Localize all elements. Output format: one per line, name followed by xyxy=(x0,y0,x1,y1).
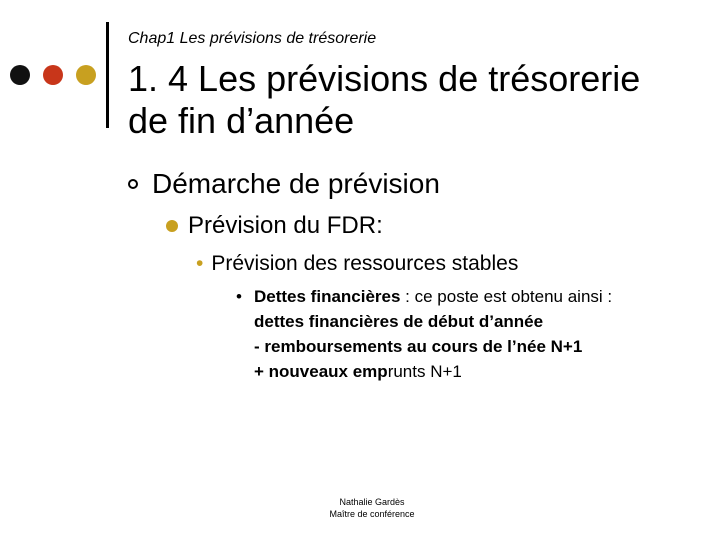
footer-role: Maître de conférence xyxy=(329,509,415,519)
level-1-text: Démarche de prévision xyxy=(152,168,440,199)
formula-line-3-rest: runts N+1 xyxy=(387,362,462,381)
level-4-text xyxy=(236,284,656,384)
level-3-text: Prévision des ressources stables xyxy=(211,252,519,275)
decor-dot-gold xyxy=(76,65,96,85)
formula-line-1: dettes financières de début d’année xyxy=(254,312,544,331)
slide-footer xyxy=(0,496,720,520)
small-dot-bullet-icon: • xyxy=(196,252,204,275)
footer-author: Nathalie Gardès xyxy=(339,497,405,507)
formula-line-2: - remboursements au cours de l’née N+1 xyxy=(254,337,583,356)
decor-dot-red xyxy=(43,65,63,85)
lead-rest: : ce poste est obtenu ainsi : xyxy=(400,287,613,306)
gold-dot-bullet-icon xyxy=(166,220,178,232)
formula-line-3-bold: + nouveaux emp xyxy=(254,362,388,381)
slide-subtitle: Chap1 Les prévisions de trésorerie xyxy=(128,30,377,47)
title-line-2: de fin d’année xyxy=(128,100,355,141)
level-4-bullet: • xyxy=(236,287,242,306)
decor-dot-black xyxy=(10,65,30,85)
level-2-text: Prévision du FDR: xyxy=(188,212,383,239)
dettes-financieres-label: Dettes financières xyxy=(254,287,401,306)
bullet-level-4 xyxy=(236,284,656,384)
title-divider xyxy=(106,22,109,128)
title-line-1: 1. 4 Les prévisions de trésorerie xyxy=(128,58,641,99)
slide-title xyxy=(128,58,708,142)
ring-bullet-icon xyxy=(128,179,138,189)
formula-line-3 xyxy=(254,359,656,384)
bullet-level-2 xyxy=(166,212,383,240)
bullet-level-3 xyxy=(196,252,518,276)
bullet-level-1 xyxy=(128,168,440,200)
